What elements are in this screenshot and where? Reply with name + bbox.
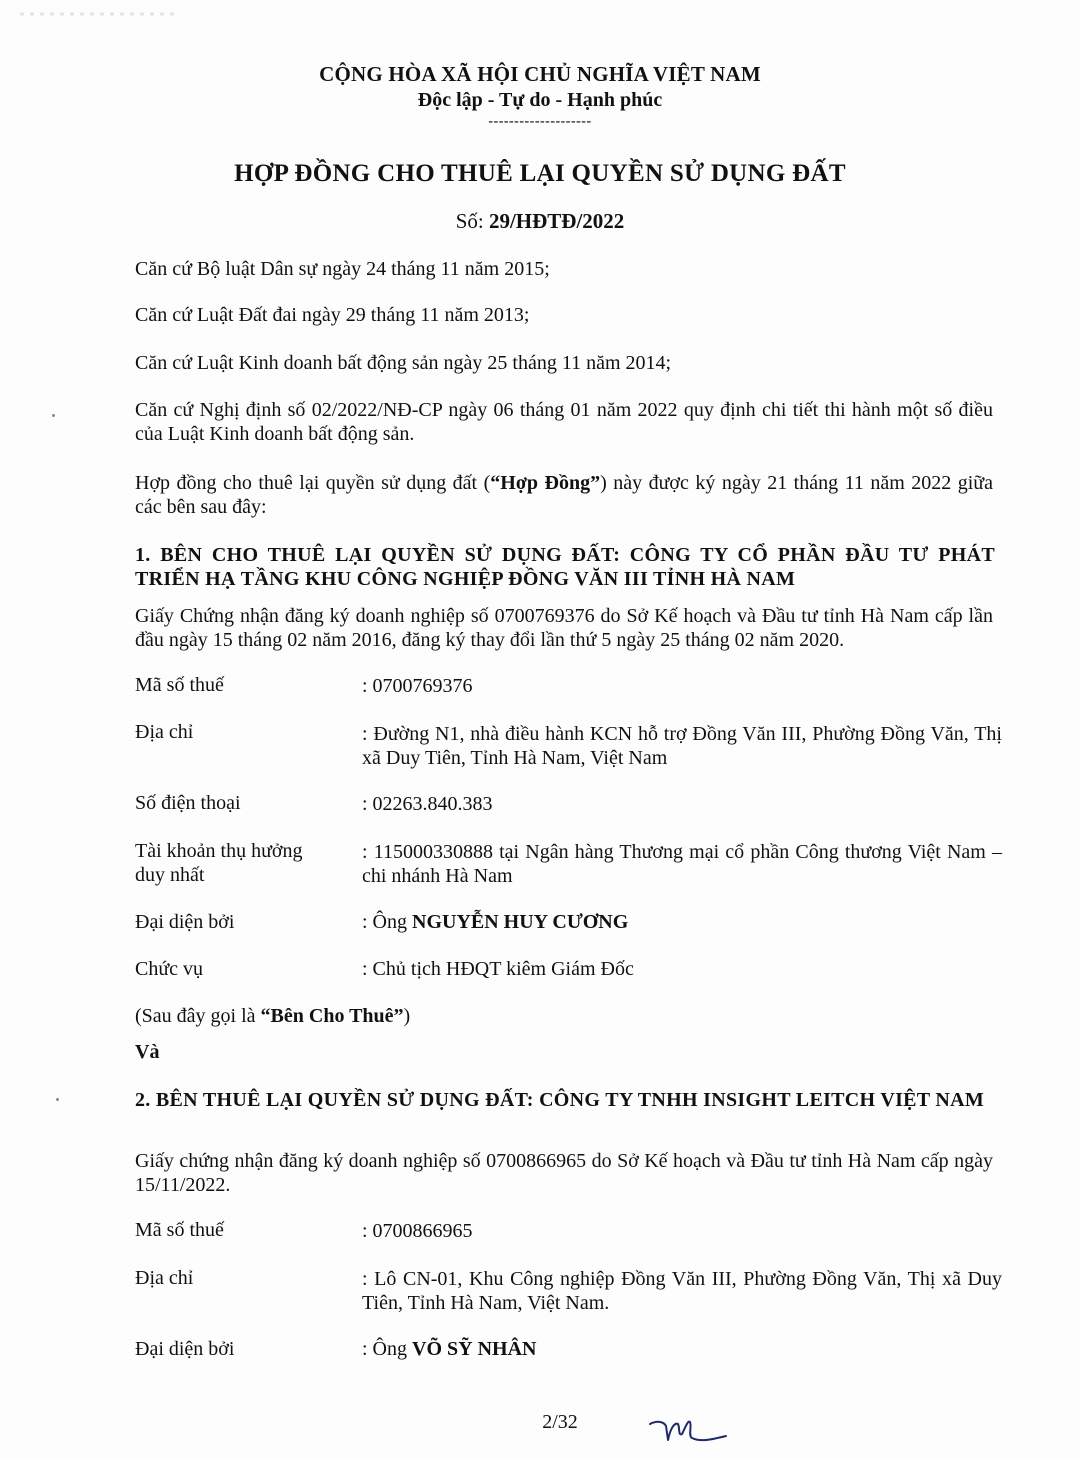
party1-tax-label: Mã số thuế — [135, 674, 224, 696]
conjunction-and: Và — [135, 1041, 160, 1063]
party1-rep-value — [362, 910, 1002, 934]
header-divider: -------------------- — [488, 114, 592, 129]
legal-basis-4: Căn cứ Nghị định số 02/2022/NĐ-CP ngày 06 tháng 01 năm 2022 quy định chi tiết thi hành một số điều của Luật Kinh doanh bất động sản. — [135, 399, 993, 445]
intro-text-before: Hợp đồng cho thuê lại quyền sử dụng đất ( — [135, 472, 491, 494]
contract-number-label: Số: — [455, 209, 489, 233]
legal-basis-1: Căn cứ Bộ luật Dân sự ngày 24 tháng 11 năm 2015; — [135, 258, 550, 280]
party2-rep-label: Đại diện bởi — [135, 1338, 235, 1360]
party2-rep-value — [362, 1337, 1002, 1361]
party1-registration: Giấy Chứng nhận đăng ký doanh nghiệp số 0700769376 do Sở Kế hoạch và Đầu tư tỉnh Hà Nam cấp lần đầu ngày 15 tháng 02 năm 2016, đăng ký thay đổi lần thứ 5 ngày 25 tháng 02 năm 2020. — [135, 605, 993, 651]
party1-phone-label: Số điện thoại — [135, 792, 241, 814]
party2-rep-prefix: : Ông — [362, 1338, 412, 1360]
party1-address-label: Địa chỉ — [135, 721, 194, 743]
party1-position-label: Chức vụ — [135, 958, 204, 980]
party1-alias-before: (Sau đây gọi là — [135, 1005, 261, 1027]
party1-account-label: Tài khoản thụ hưởng duy nhất — [135, 840, 303, 886]
party1-position-value: : Chủ tịch HĐQT kiêm Giám Đốc — [362, 958, 634, 980]
national-title: CỘNG HÒA XÃ HỘI CHỦ NGHĨA VIỆT NAM — [319, 62, 761, 86]
party2-heading: 2. BÊN THUÊ LẠI QUYỀN SỬ DỤNG ĐẤT: CÔNG TY TNHH INSIGHT LEITCH VIỆT NAM — [135, 1089, 985, 1111]
party1-phone-value: : 02263.840.383 — [362, 793, 493, 815]
party1-address-value: : Đường N1, nhà điều hành KCN hỗ trợ Đồng Văn III, Phường Đồng Văn, Thị xã Duy Tiên, Tỉnh Hà Nam, Việt Nam — [362, 723, 1002, 769]
legal-basis-3: Căn cứ Luật Kinh doanh bất động sản ngày 25 tháng 11 năm 2014; — [135, 352, 672, 374]
contract-number-value: 29/HĐTĐ/2022 — [488, 209, 625, 233]
contract-title: HỢP ĐỒNG CHO THUÊ LẠI QUYỀN SỬ DỤNG ĐẤT — [234, 160, 846, 187]
scan-speck — [56, 1098, 59, 1101]
party2-tax-value: : 0700866965 — [362, 1220, 473, 1242]
intro-paragraph — [135, 471, 993, 519]
party2-address-label: Địa chỉ — [135, 1267, 194, 1289]
party1-alias-after: ) — [403, 1005, 411, 1027]
scan-artifact — [0, 0, 190, 22]
party1-alias-term: “Bên Cho Thuê” — [260, 1005, 404, 1027]
party1-tax-value: : 0700769376 — [362, 675, 473, 697]
party2-rep-name: VÕ SỸ NHÂN — [412, 1338, 537, 1360]
party2-registration: Giấy chứng nhận đăng ký doanh nghiệp số 0700866965 do Sở Kế hoạch và Đầu tư tỉnh Hà Nam cấp ngày 15/11/2022. — [135, 1150, 993, 1196]
legal-basis-2: Căn cứ Luật Đất đai ngày 29 tháng 11 năm 2013; — [135, 304, 530, 326]
national-motto: Độc lập - Tự do - Hạnh phúc — [417, 89, 663, 111]
scan-speck — [52, 414, 55, 417]
page-number: 2/32 — [542, 1411, 578, 1433]
initials-signature — [648, 1412, 728, 1452]
party2-address-value: : Lô CN-01, Khu Công nghiệp Đồng Văn III, Phường Đồng Văn, Thị xã Duy Tiên, Tỉnh Hà Nam, Việt Nam. — [362, 1268, 1002, 1314]
party1-alias — [135, 1004, 993, 1028]
contract-number — [0, 209, 1080, 234]
party1-account-value: : 115000330888 tại Ngân hàng Thương mại cổ phần Công thương Việt Nam – chi nhánh Hà Nam — [362, 841, 1002, 887]
intro-defined-term: “Hợp Đồng” — [490, 472, 601, 494]
party2-tax-label: Mã số thuế — [135, 1219, 224, 1241]
party1-rep-label: Đại diện bởi — [135, 911, 235, 933]
intro-text-after: ) này được ký ngày 21 tháng 11 năm 2022 giữa các bên sau đây: — [135, 472, 994, 518]
party1-heading: 1. BÊN CHO THUÊ LẠI QUYỀN SỬ DỤNG ĐẤT: CÔNG TY CỔ PHẦN ĐẦU TƯ PHÁT TRIỂN HẠ TẦNG KHU CÔNG NGHIỆP ĐỒNG VĂN III TỈNH HÀ NAM — [135, 544, 995, 590]
party1-rep-name: NGUYỄN HUY CƯƠNG — [412, 911, 629, 933]
party1-rep-prefix: : Ông — [362, 911, 412, 933]
